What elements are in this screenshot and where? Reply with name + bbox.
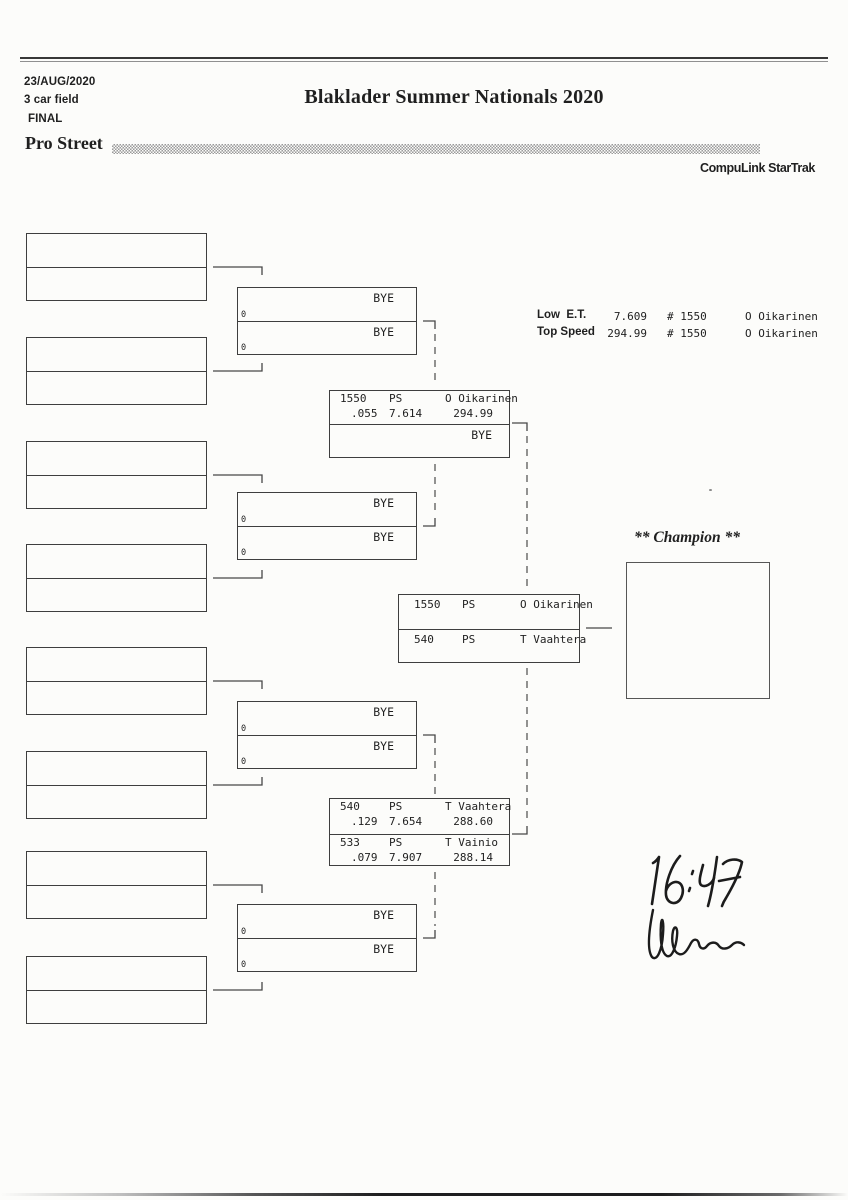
- driver-name: O Oikarinen: [520, 598, 593, 611]
- round1-slot-top: [27, 957, 206, 990]
- round1-slot-bottom: [27, 267, 206, 300]
- reaction-time: .129: [351, 814, 378, 828]
- event-date: 23/AUG/2020: [24, 76, 96, 88]
- round2-box: [237, 904, 417, 972]
- entry-id-row: [399, 595, 593, 612]
- bye-label: BYE: [373, 942, 394, 956]
- entry-id-row: [330, 835, 509, 850]
- round1-slot: [26, 956, 207, 1024]
- top-speed-value: 294.99: [607, 327, 647, 340]
- lane-number: 0: [241, 724, 247, 734]
- trap-speed: 288.60: [453, 814, 493, 828]
- round1-slot-bottom: [27, 885, 206, 918]
- top-speed-label: Top Speed: [537, 326, 595, 338]
- entry-id-row: [330, 799, 512, 814]
- round2-entry-top: [238, 905, 416, 938]
- final-box: [398, 594, 593, 663]
- round2-box: [237, 492, 417, 560]
- round1-slot: [26, 851, 207, 919]
- class-divider-hatch: [112, 144, 760, 154]
- lane-number: 0: [241, 548, 247, 558]
- round1-slot-bottom: [27, 681, 206, 714]
- round2-entry-bottom: [238, 526, 416, 559]
- entry-result-row: [330, 850, 509, 865]
- round-label: FINAL: [28, 113, 63, 125]
- round1-slot: [26, 337, 207, 405]
- top-speed-car-number: # 1550: [667, 327, 707, 340]
- round2-entry-bottom: [238, 321, 416, 354]
- elapsed-time: 7.614: [389, 406, 423, 420]
- event-title: Blaklader Summer Nationals 2020: [304, 86, 604, 108]
- reaction-time: .055: [351, 406, 378, 420]
- semifinal-box-bottom: [329, 798, 510, 866]
- low-et-value: 7.609: [613, 310, 647, 323]
- bottom-scan-line: [0, 1193, 848, 1196]
- lane-number: 0: [241, 310, 247, 320]
- trap-speed: 294.99: [453, 406, 493, 420]
- bye-label: BYE: [373, 739, 394, 753]
- semifinal1-winner-entry: [330, 391, 518, 424]
- lane-number: 0: [241, 343, 247, 353]
- round1-slot: [26, 233, 207, 301]
- semifinal-box-top: [329, 390, 518, 458]
- round1-slot-bottom: [27, 578, 206, 611]
- round1-slot: [26, 544, 207, 612]
- round1-slot-top: [27, 442, 206, 475]
- lane-number: 0: [241, 960, 247, 970]
- round1-slot-top: [27, 648, 206, 681]
- final-entry-top: [399, 595, 593, 629]
- round1-slot-top: [27, 545, 206, 578]
- class-title: Pro Street: [25, 133, 103, 153]
- round2-entry-bottom: [238, 938, 416, 971]
- semifinal2-winner-entry: [330, 799, 512, 834]
- round1-slot-bottom: [27, 990, 206, 1023]
- top-rule-light: [20, 61, 828, 63]
- champion-label: ** Champion **: [634, 529, 740, 546]
- round2-entry-top: [238, 493, 416, 526]
- car-number: 540: [340, 800, 360, 813]
- round1-slot-top: [27, 234, 206, 267]
- champion-box: [626, 562, 770, 699]
- entry-result-row: [330, 814, 509, 829]
- round1-slot: [26, 647, 207, 715]
- timing-system-brand: CompuLink StarTrak: [699, 161, 815, 175]
- round2-box: [237, 701, 417, 769]
- class-code: PS: [389, 800, 403, 813]
- bye-label: BYE: [373, 496, 394, 510]
- bye-label: BYE: [471, 428, 492, 442]
- class-code: PS: [389, 392, 403, 405]
- car-number: 1550: [340, 392, 367, 405]
- round1-slot-top: [27, 752, 206, 785]
- lane-number: 0: [241, 757, 247, 767]
- driver-name: T Vainio: [445, 836, 498, 849]
- round2-entry-top: [238, 702, 416, 735]
- round1-slot: [26, 441, 207, 509]
- low-et-car-number: # 1550: [667, 310, 707, 323]
- bye-label: BYE: [373, 530, 394, 544]
- lane-number: 0: [241, 515, 247, 525]
- top-rule-dark: [20, 57, 828, 59]
- entry-id-row: [330, 391, 518, 406]
- car-number: 540: [414, 632, 434, 646]
- handwritten-time: [652, 856, 742, 906]
- round2-entry-bottom: [238, 735, 416, 768]
- car-number: 1550: [414, 598, 441, 611]
- lane-number: 0: [241, 927, 247, 937]
- driver-name: T Vaahtera: [520, 632, 587, 646]
- bye-label: BYE: [373, 705, 394, 719]
- round2-box: [237, 287, 417, 355]
- class-code: PS: [462, 598, 476, 611]
- entry-result-row: [330, 406, 509, 421]
- field-size: 3 car field: [24, 94, 79, 106]
- round1-slot-bottom: [27, 785, 206, 818]
- class-code: PS: [462, 632, 476, 646]
- round1-slot-top: [27, 338, 206, 371]
- bye-label: BYE: [373, 291, 394, 305]
- round1-slot-top: [27, 852, 206, 885]
- driver-name: T Vaahtera: [445, 800, 512, 813]
- bye-label: BYE: [373, 325, 394, 339]
- elapsed-time: 7.907: [389, 850, 423, 864]
- low-et-driver-name: O Oikarinen: [745, 310, 818, 323]
- driver-name: O Oikarinen: [445, 392, 518, 405]
- round1-slot-bottom: [27, 475, 206, 508]
- semifinal1-bye-entry: [330, 424, 509, 458]
- handwritten-signature: [649, 910, 744, 958]
- trap-speed: 288.14: [453, 850, 493, 864]
- semifinal2-loser-entry: [330, 834, 509, 866]
- round2-entry-top: [238, 288, 416, 321]
- round1-slot: [26, 751, 207, 819]
- entry-id-row: [399, 630, 587, 647]
- top-speed-driver-name: O Oikarinen: [745, 327, 818, 340]
- final-entry-bottom: [399, 629, 587, 663]
- low-et-label: Low E.T.: [537, 309, 587, 321]
- reaction-time: .079: [351, 850, 378, 864]
- bye-label: BYE: [373, 908, 394, 922]
- elapsed-time: 7.654: [389, 814, 423, 828]
- car-number: 533: [340, 836, 360, 849]
- scan-speck: [709, 489, 712, 491]
- class-code: PS: [389, 836, 403, 849]
- round1-slot-bottom: [27, 371, 206, 404]
